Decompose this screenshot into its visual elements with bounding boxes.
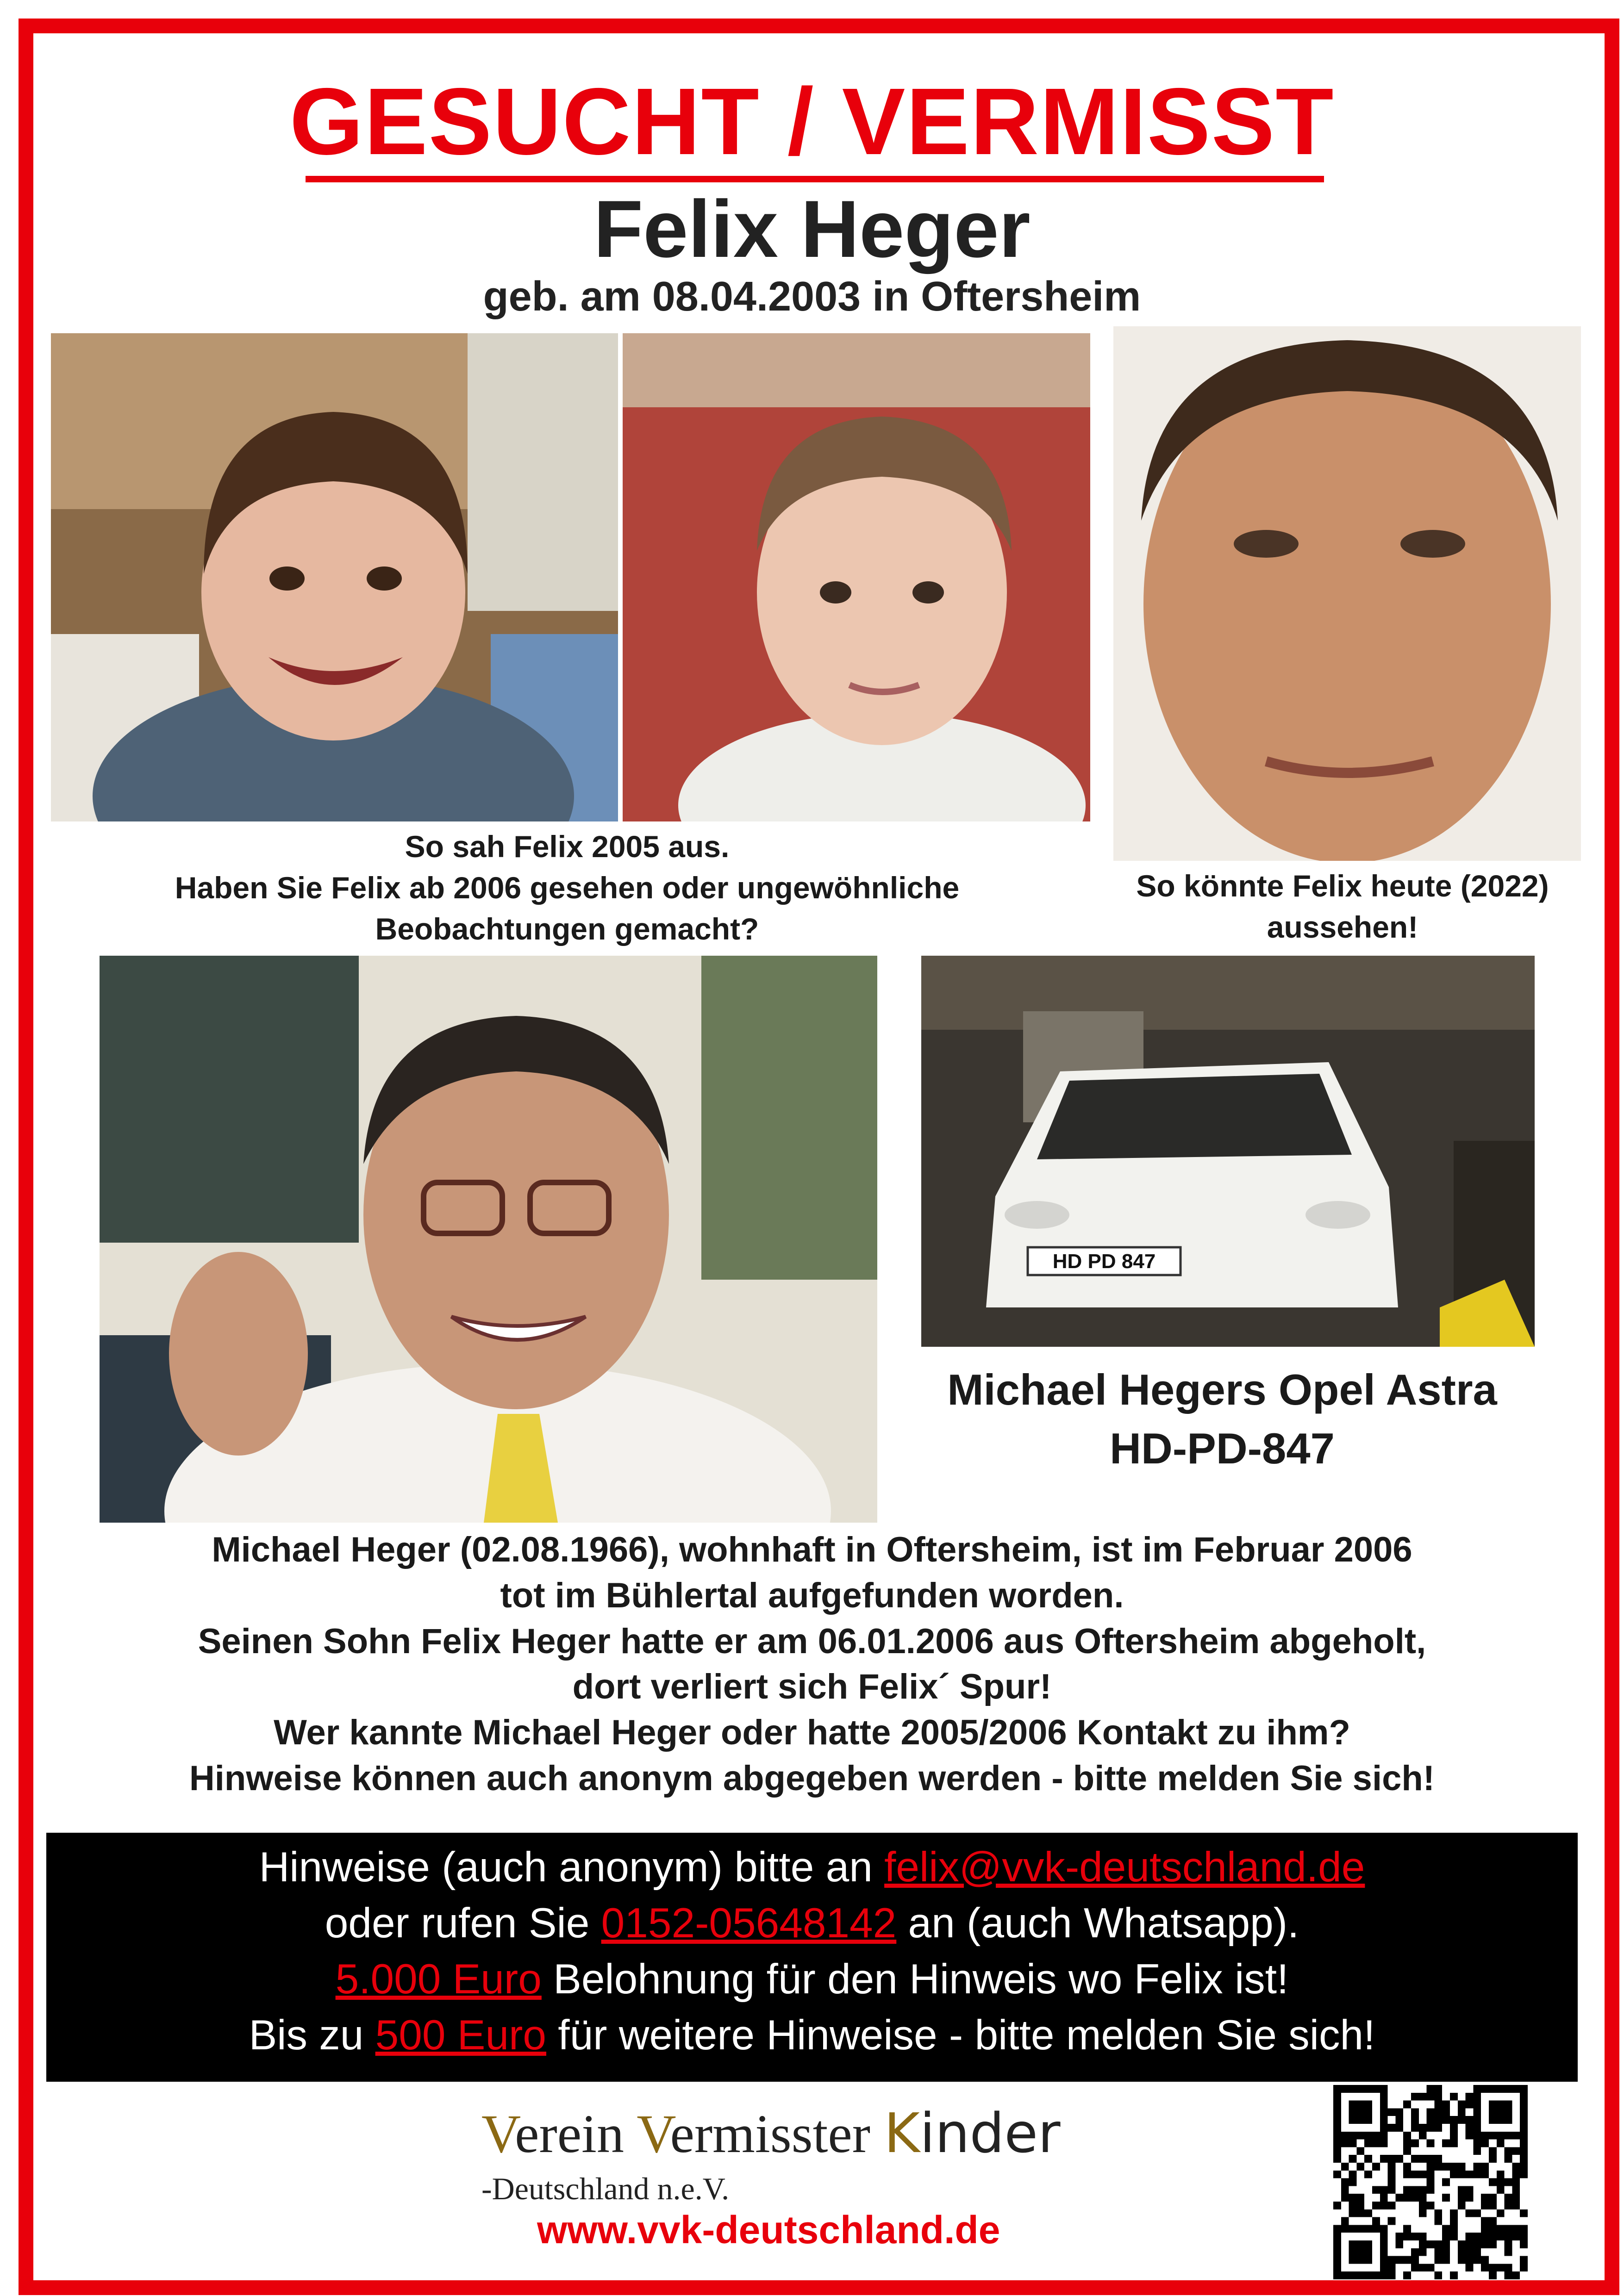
phone-link[interactable]: 0152-05648142 bbox=[601, 1900, 897, 1947]
org-subtitle: -Deutschland n.e.V. bbox=[481, 2171, 730, 2206]
story-emphasis: Bühlertal bbox=[606, 1575, 758, 1615]
org-word: inder bbox=[919, 2101, 1061, 2165]
contact-text: an (auch Whatsapp). bbox=[896, 1900, 1299, 1947]
contact-line bbox=[46, 2007, 1578, 2063]
email-link[interactable]: felix@vvk-deutschland.de bbox=[884, 1844, 1365, 1891]
contact-text: Hinweise (auch anonym) bitte an bbox=[259, 1844, 885, 1891]
title-underline bbox=[306, 176, 1324, 182]
contact-line bbox=[46, 1895, 1578, 1951]
qr-code-icon[interactable] bbox=[1333, 2085, 1528, 2279]
org-logo-text bbox=[481, 2101, 1061, 2165]
story-line bbox=[65, 1573, 1559, 1619]
story-text: Wer kannte bbox=[274, 1713, 473, 1753]
org-word: erein bbox=[515, 2103, 637, 2164]
age-progression-caption bbox=[1083, 865, 1602, 948]
contact-text: Bis zu bbox=[249, 2012, 375, 2059]
story-emphasis: anonym bbox=[578, 1758, 713, 1798]
org-letter: K bbox=[884, 2101, 920, 2165]
org-letter: V bbox=[481, 2103, 515, 2164]
story-line: dort verliert sich Felix´ Spur! bbox=[572, 1667, 1052, 1707]
child-photo-1 bbox=[51, 333, 618, 821]
story-line: Michael Heger (02.08.1966), wohnhaft in Oftersheim, ist im Februar 2006 bbox=[212, 1530, 1412, 1569]
story-emphasis: Michael Heger bbox=[472, 1713, 711, 1753]
story-line bbox=[65, 1756, 1559, 1802]
car-photo bbox=[921, 956, 1535, 1347]
contact-text: für weitere Hinweise - bitte melden Sie sich! bbox=[546, 2012, 1375, 2059]
car-plate-text: HD PD 847 bbox=[1052, 1250, 1156, 1273]
age-progression-photo bbox=[1113, 326, 1581, 861]
caption-line: Haben Sie Felix ab 2006 gesehen oder ungewöhnliche bbox=[175, 871, 960, 905]
reward-amount: 5.000 Euro bbox=[335, 1956, 542, 2003]
poster-title: GESUCHT / VERMISST bbox=[289, 68, 1335, 174]
caption-line: So könnte Felix heute (2022) bbox=[1136, 869, 1549, 903]
story-emphasis: bitte melden Sie sich! bbox=[1073, 1758, 1435, 1798]
contact-line bbox=[46, 1951, 1578, 2007]
org-word: ermisster bbox=[670, 2103, 884, 2164]
org-letter: V bbox=[637, 2103, 670, 2164]
contact-text: oder rufen Sie bbox=[325, 1900, 601, 1947]
car-caption bbox=[893, 1361, 1551, 1478]
father-photo bbox=[100, 956, 877, 1523]
story-text: aufgefunden worden. bbox=[758, 1575, 1124, 1615]
missing-person-name: Felix Heger bbox=[593, 184, 1031, 274]
contact-line bbox=[46, 1839, 1578, 1895]
story-line: Seinen Sohn Felix Heger hatte er am 06.01.2006 aus Oftersheim abgeholt, bbox=[198, 1621, 1426, 1661]
story-text: oder hatte 2005/2006 Kontakt zu ihm? bbox=[711, 1713, 1350, 1753]
caption-line: aussehen! bbox=[1267, 910, 1418, 945]
child-photo-caption bbox=[69, 826, 1065, 950]
car-plate-label: HD-PD-847 bbox=[1110, 1424, 1335, 1473]
website-link[interactable]: www.vvk-deutschland.de bbox=[537, 2208, 1000, 2252]
contact-text: Belohnung für den Hinweis wo Felix ist! bbox=[541, 1956, 1289, 2003]
child-photo-2 bbox=[623, 333, 1090, 821]
story-line bbox=[65, 1710, 1559, 1756]
reward-amount-2: 500 Euro bbox=[375, 2012, 546, 2059]
birth-info: geb. am 08.04.2003 in Oftersheim bbox=[483, 274, 1141, 320]
contact-box bbox=[46, 1833, 1578, 2082]
case-description bbox=[65, 1527, 1559, 1802]
story-text: tot im bbox=[500, 1575, 606, 1615]
story-text: abgegeben werden - bbox=[713, 1758, 1073, 1798]
caption-line: Beobachtungen gemacht? bbox=[375, 912, 759, 946]
car-model-label: Michael Hegers Opel Astra bbox=[947, 1365, 1497, 1414]
caption-line: So sah Felix 2005 aus. bbox=[405, 829, 730, 864]
story-text: Hinweise können auch bbox=[189, 1758, 579, 1798]
